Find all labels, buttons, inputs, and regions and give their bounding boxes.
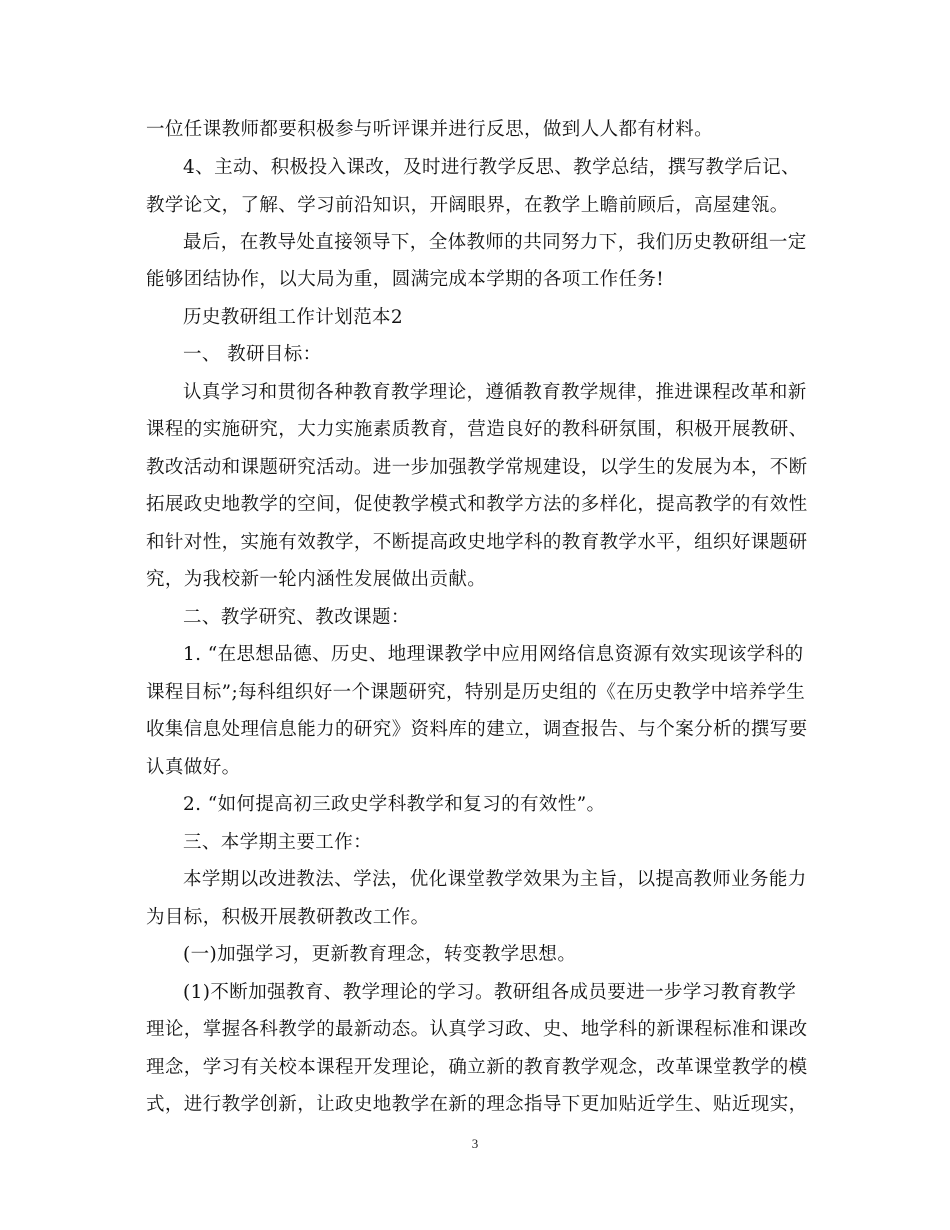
text-line: 2. “如何提高初三政史学科教学和复习的有效性”。 — [183, 794, 606, 815]
text-line: 和针对性，实施有效教学，不断提高政史地学科的教育教学水平，组织好课题研 — [146, 532, 808, 553]
text-line: 课程目标”;每科组织好一个课题研究，特别是历史组的《在历史教学中培养学生 — [146, 682, 806, 703]
text-line: 教改活动和课题研究活动。进一步加强教学常规建设，以学生的发展为本，不断 — [146, 457, 808, 478]
text-line: 认真学习和贯彻各种教育教学理论，遵循教育教学规律，推进课程改革和新 — [183, 382, 807, 403]
text-line: 一位任课教师都要积极参与听评课并进行反思，做到人人都有材料。 — [146, 119, 714, 140]
heading: 一、 教研目标： — [183, 344, 322, 365]
text-line: (1)不断加强教育、教学理论的学习。教研组各成员要进一步学习教育教学 — [183, 982, 797, 1003]
text-line: 4、主动、积极投入课改，及时进行教学反思、教学总结，撰写教学后记、 — [183, 157, 800, 178]
text-line: 能够团结协作，以大局为重，圆满完成本学期的各项工作任务! — [146, 269, 665, 290]
text-line: 1. “在思想品德、历史、地理课教学中应用网络信息资源有效实现该学科的 — [183, 644, 804, 665]
text-line: 为目标，积极开展教研教改工作。 — [146, 907, 430, 928]
text-line: 式，进行教学创新，让政史地教学在新的理念指导下更加贴近学生、贴近现实， — [146, 1094, 808, 1115]
text-line: 教学论文，了解、学习前沿知识，开阔眼界，在教学上瞻前顾后，高屋建瓴。 — [146, 195, 789, 216]
heading: 三、本学期主要工作： — [183, 832, 373, 853]
text-line: 理念，学习有关校本课程开发理论，确立新的教育教学观念，改革课堂教学的模 — [146, 1057, 808, 1078]
text-line: 最后，在教导处直接领导下，全体教师的共同努力下，我们历史教研组一定 — [183, 232, 807, 253]
text-line: 课程的实施研究，大力实施素质教育，营造良好的教科研氛围，积极开展教研、 — [146, 419, 808, 440]
heading: 二、教学研究、教改课题： — [183, 607, 410, 628]
text-line: 本学期以改进教法、学法，优化课堂教学效果为主旨，以提高教师业务能力 — [183, 869, 807, 890]
text-line: 究，为我校新一轮内涵性发展做出贡献。 — [146, 569, 487, 590]
text-line: 收集信息处理信息能力的研究》资料库的建立，调查报告、与个案分析的撰写要 — [146, 719, 808, 740]
subheading: (一)加强学习，更新教育理念，转变教学思想。 — [183, 944, 577, 965]
text-line: 认真做好。 — [146, 757, 241, 778]
text-line: 拓展政史地教学的空间，促使教学模式和教学方法的多样化，提高教学的有效性 — [146, 494, 808, 515]
text-line: 理论，掌握各科教学的最新动态。认真学习政、史、地学科的新课程标准和课改 — [146, 1019, 808, 1040]
section-title: 历史教研组工作计划范本2 — [183, 307, 404, 328]
page-number: 3 — [471, 1136, 479, 1151]
